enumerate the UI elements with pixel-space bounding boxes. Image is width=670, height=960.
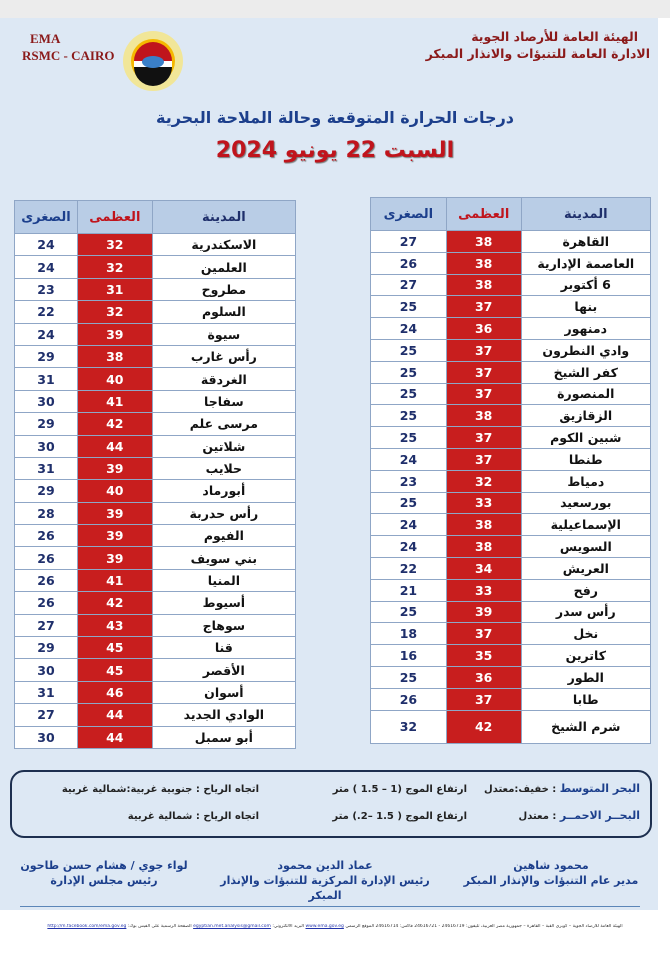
max-temp: 32 bbox=[446, 470, 521, 492]
max-temp: 39 bbox=[77, 457, 152, 479]
ema-text: EMA bbox=[30, 31, 61, 46]
max-temp: 37 bbox=[446, 383, 521, 405]
table-row bbox=[15, 390, 296, 412]
max-temp: 36 bbox=[446, 666, 521, 688]
right-temperature-table bbox=[370, 197, 651, 744]
min-temp: 30 bbox=[15, 726, 78, 748]
city-name: طابا bbox=[521, 688, 650, 710]
max-temp: 42 bbox=[446, 710, 521, 743]
email-link[interactable]: egyptian.met.analysis@gmail.com bbox=[193, 924, 271, 929]
signatory-name: لواء جوي / هشام حسن طاحون bbox=[20, 859, 188, 872]
table-row bbox=[371, 579, 651, 601]
min-temp: 32 bbox=[371, 710, 447, 743]
city-name: شرم الشيخ bbox=[521, 710, 650, 743]
table-row bbox=[15, 547, 296, 569]
city-name: مطروح bbox=[152, 278, 295, 300]
min-temp: 30 bbox=[15, 390, 78, 412]
min-temp: 29 bbox=[15, 637, 78, 659]
min-temp: 29 bbox=[15, 413, 78, 435]
top-bar bbox=[0, 0, 670, 18]
city-name: شلاتين bbox=[152, 435, 295, 457]
footer-contact bbox=[40, 924, 630, 929]
min-temp: 26 bbox=[371, 688, 447, 710]
table-row bbox=[371, 361, 651, 383]
wind-direction: اتجاه الرياح : شمالية غربية bbox=[127, 810, 259, 822]
min-temp: 16 bbox=[371, 645, 447, 667]
city-name: الغردقة bbox=[152, 368, 295, 390]
max-temp: 37 bbox=[446, 688, 521, 710]
min-temp: 25 bbox=[371, 492, 447, 514]
table-row bbox=[15, 234, 296, 256]
signatory-title: رئيس مجلس الإدارة bbox=[50, 874, 158, 887]
city-name: الاسكندرية bbox=[152, 234, 295, 256]
city-name: الزقازيق bbox=[521, 405, 650, 427]
table-row bbox=[371, 427, 651, 449]
min-temp: 30 bbox=[15, 435, 78, 457]
signatory-name: عماد الدين محمود bbox=[277, 859, 373, 872]
table-row bbox=[371, 557, 651, 579]
max-temp: 42 bbox=[77, 592, 152, 614]
table-row bbox=[371, 492, 651, 514]
min-temp: 27 bbox=[15, 614, 78, 636]
city-name: بنها bbox=[521, 296, 650, 318]
header-min: الصغرى bbox=[371, 198, 447, 231]
max-temp: 32 bbox=[77, 234, 152, 256]
min-temp: 24 bbox=[371, 318, 447, 340]
table-row bbox=[371, 536, 651, 558]
max-temp: 38 bbox=[77, 345, 152, 367]
sea-state: معتدل bbox=[518, 811, 549, 822]
table-row bbox=[371, 252, 651, 274]
city-name: سوهاج bbox=[152, 614, 295, 636]
min-temp: 25 bbox=[371, 405, 447, 427]
org-line-2: الادارة العامة للتنبؤات والانذار المبكر bbox=[425, 46, 650, 61]
table-row bbox=[15, 681, 296, 703]
min-temp: 28 bbox=[15, 502, 78, 524]
wind-direction: اتجاه الرياح : جنوبية غربية:شمالية غربية bbox=[61, 783, 259, 795]
facebook-link[interactable]: http://m.facebook.com/ema.gov.eg bbox=[47, 924, 127, 929]
city-name: الأقصر bbox=[152, 659, 295, 681]
table-row bbox=[15, 435, 296, 457]
min-temp: 31 bbox=[15, 457, 78, 479]
city-name: العاصمة الإدارية bbox=[521, 252, 650, 274]
min-temp: 24 bbox=[371, 448, 447, 470]
table-row bbox=[371, 405, 651, 427]
min-temp: 27 bbox=[371, 274, 447, 296]
table-row bbox=[15, 502, 296, 524]
max-temp: 38 bbox=[446, 405, 521, 427]
min-temp: 26 bbox=[15, 569, 78, 591]
table-row bbox=[15, 457, 296, 479]
city-name: 6 أكتوبر bbox=[521, 274, 650, 296]
signatures bbox=[14, 858, 646, 903]
min-temp: 22 bbox=[15, 301, 78, 323]
table-row bbox=[15, 614, 296, 636]
table-row bbox=[15, 525, 296, 547]
city-name: أسيوط bbox=[152, 592, 295, 614]
max-temp: 44 bbox=[77, 704, 152, 726]
city-name: دمنهور bbox=[521, 318, 650, 340]
table-row bbox=[15, 726, 296, 748]
table-row bbox=[371, 601, 651, 623]
min-temp: 26 bbox=[371, 252, 447, 274]
city-name: بورسعيد bbox=[521, 492, 650, 514]
min-temp: 21 bbox=[371, 579, 447, 601]
max-temp: 46 bbox=[77, 681, 152, 703]
header-max: العظمى bbox=[77, 201, 152, 234]
table-row bbox=[15, 301, 296, 323]
header-max: العظمى bbox=[446, 198, 521, 231]
table-row bbox=[371, 470, 651, 492]
footer-address: الهيئة العامة للأرصاد الجوية – كوبري القبة – القاهرة – جمهورية مصر العربية، تليفون: 24616719 - 24616721 فاكس: 24616714 الموقع الرسمي bbox=[345, 924, 623, 929]
table-row bbox=[15, 704, 296, 726]
city-name: السلوم bbox=[152, 301, 295, 323]
max-temp: 39 bbox=[77, 502, 152, 524]
table-row bbox=[371, 514, 651, 536]
bulletin-date: السبت 22 يونيو 2024 bbox=[215, 138, 455, 163]
max-temp: 43 bbox=[77, 614, 152, 636]
wave-height: ارتفاع الموج (1 – 1.5 ) متر bbox=[332, 783, 467, 795]
table-header bbox=[15, 201, 296, 234]
city-name: أبورماد bbox=[152, 480, 295, 502]
min-temp: 27 bbox=[371, 231, 447, 253]
max-temp: 40 bbox=[77, 480, 152, 502]
city-name: الوادي الجديد bbox=[152, 704, 295, 726]
max-temp: 41 bbox=[77, 569, 152, 591]
min-temp: 22 bbox=[371, 557, 447, 579]
city-name: قنا bbox=[152, 637, 295, 659]
city-name: رأس سدر bbox=[521, 601, 650, 623]
city-name: المنيا bbox=[152, 569, 295, 591]
max-temp: 33 bbox=[446, 492, 521, 514]
min-temp: 24 bbox=[15, 234, 78, 256]
ema-logo-icon bbox=[122, 30, 184, 92]
max-temp: 38 bbox=[446, 252, 521, 274]
min-temp: 26 bbox=[15, 525, 78, 547]
marine-conditions-box bbox=[10, 770, 652, 838]
max-temp: 42 bbox=[77, 413, 152, 435]
max-temp: 39 bbox=[77, 525, 152, 547]
max-temp: 37 bbox=[446, 448, 521, 470]
max-temp: 32 bbox=[77, 256, 152, 278]
table-row bbox=[15, 637, 296, 659]
table-row bbox=[15, 413, 296, 435]
max-temp: 44 bbox=[77, 435, 152, 457]
max-temp: 40 bbox=[77, 368, 152, 390]
table-row bbox=[371, 318, 651, 340]
org-line-1: الهيئة العامة للأرصاد الجوية bbox=[471, 29, 638, 44]
min-temp: 30 bbox=[15, 659, 78, 681]
max-temp: 39 bbox=[446, 601, 521, 623]
sea-name: البحــر الاحمــر bbox=[559, 809, 640, 822]
min-temp: 25 bbox=[371, 361, 447, 383]
min-temp: 29 bbox=[15, 345, 78, 367]
min-temp: 25 bbox=[371, 601, 447, 623]
min-temp: 18 bbox=[371, 623, 447, 645]
city-name: القاهرة bbox=[521, 231, 650, 253]
city-name: أسوان bbox=[152, 681, 295, 703]
min-temp: 31 bbox=[15, 368, 78, 390]
min-temp: 25 bbox=[371, 427, 447, 449]
city-name: السويس bbox=[521, 536, 650, 558]
max-temp: 38 bbox=[446, 231, 521, 253]
min-temp: 27 bbox=[15, 704, 78, 726]
separator: : bbox=[552, 784, 557, 795]
min-temp: 26 bbox=[15, 592, 78, 614]
max-temp: 32 bbox=[77, 301, 152, 323]
city-name: مرسى علم bbox=[152, 413, 295, 435]
city-name: حلايب bbox=[152, 457, 295, 479]
city-name: بني سويف bbox=[152, 547, 295, 569]
min-temp: 25 bbox=[371, 383, 447, 405]
city-name: شبين الكوم bbox=[521, 427, 650, 449]
signature-chairman bbox=[14, 858, 194, 903]
max-temp: 38 bbox=[446, 536, 521, 558]
min-temp: 24 bbox=[371, 514, 447, 536]
min-temp: 26 bbox=[15, 547, 78, 569]
signatory-name: محمود شاهين bbox=[513, 859, 589, 872]
max-temp: 37 bbox=[446, 623, 521, 645]
website-link[interactable]: www.ema.gov.eg bbox=[305, 924, 344, 929]
header-min: الصغرى bbox=[15, 201, 78, 234]
signatory-title: مدير عام التنبؤات والإنذار المبكر bbox=[463, 874, 639, 887]
table-row bbox=[371, 645, 651, 667]
sea-name: البحر المتوسط bbox=[559, 782, 640, 795]
max-temp: 45 bbox=[77, 637, 152, 659]
city-name: رفح bbox=[521, 579, 650, 601]
table-row bbox=[371, 710, 651, 743]
table-row bbox=[15, 368, 296, 390]
table-header bbox=[371, 198, 651, 231]
max-temp: 37 bbox=[446, 339, 521, 361]
max-temp: 34 bbox=[446, 557, 521, 579]
max-temp: 38 bbox=[446, 514, 521, 536]
table-row bbox=[15, 592, 296, 614]
city-name: المنصورة bbox=[521, 383, 650, 405]
table-row bbox=[371, 339, 651, 361]
min-temp: 24 bbox=[15, 256, 78, 278]
table-row bbox=[371, 383, 651, 405]
table-row bbox=[15, 345, 296, 367]
max-temp: 37 bbox=[446, 296, 521, 318]
city-name: العلمين bbox=[152, 256, 295, 278]
city-name: العريش bbox=[521, 557, 650, 579]
header-city: المدينة bbox=[521, 198, 650, 231]
max-temp: 31 bbox=[77, 278, 152, 300]
sea-label bbox=[475, 782, 640, 797]
table-row bbox=[15, 278, 296, 300]
table-row bbox=[371, 231, 651, 253]
min-temp: 29 bbox=[15, 480, 78, 502]
max-temp: 39 bbox=[77, 547, 152, 569]
ema-label bbox=[22, 30, 114, 64]
min-temp: 25 bbox=[371, 296, 447, 318]
table-row bbox=[371, 666, 651, 688]
table-row bbox=[371, 274, 651, 296]
city-name: سيوة bbox=[152, 323, 295, 345]
sea-row-red-sea bbox=[22, 809, 640, 824]
table-row bbox=[15, 323, 296, 345]
rsmc-text: RSMC - CAIRO bbox=[22, 48, 115, 63]
table-row bbox=[371, 448, 651, 470]
city-name: طنطا bbox=[521, 448, 650, 470]
left-temperature-table bbox=[14, 200, 296, 749]
max-temp: 38 bbox=[446, 274, 521, 296]
city-name: أبو سمبل bbox=[152, 726, 295, 748]
min-temp: 31 bbox=[15, 681, 78, 703]
max-temp: 36 bbox=[446, 318, 521, 340]
city-name: كاترين bbox=[521, 645, 650, 667]
max-temp: 33 bbox=[446, 579, 521, 601]
table-row bbox=[15, 256, 296, 278]
table-row bbox=[15, 659, 296, 681]
max-temp: 39 bbox=[77, 323, 152, 345]
city-name: سفاجا bbox=[152, 390, 295, 412]
max-temp: 37 bbox=[446, 361, 521, 383]
organization-name bbox=[426, 28, 650, 62]
max-temp: 45 bbox=[77, 659, 152, 681]
table-row bbox=[15, 569, 296, 591]
separator: : bbox=[552, 811, 557, 822]
city-name: رأس حدربة bbox=[152, 502, 295, 524]
city-name: الإسماعيلية bbox=[521, 514, 650, 536]
wave-height: ارتفاع الموج ( 1.5 –2.) متر bbox=[332, 810, 467, 822]
min-temp: 23 bbox=[15, 278, 78, 300]
table-row bbox=[371, 296, 651, 318]
divider bbox=[20, 906, 640, 907]
signatory-title: رئيس الإدارة المركزية للتنبؤات والإنذار المبكر bbox=[220, 874, 430, 902]
city-name: دمياط bbox=[521, 470, 650, 492]
min-temp: 23 bbox=[371, 470, 447, 492]
facebook-label: الصفحة الرسمية على الفيس بوك: bbox=[127, 924, 192, 929]
city-name: نخل bbox=[521, 623, 650, 645]
min-temp: 24 bbox=[15, 323, 78, 345]
max-temp: 41 bbox=[77, 390, 152, 412]
sea-label bbox=[475, 809, 640, 824]
max-temp: 35 bbox=[446, 645, 521, 667]
min-temp: 25 bbox=[371, 666, 447, 688]
table-row bbox=[371, 623, 651, 645]
table-row bbox=[15, 480, 296, 502]
email-label: البريد الالكتروني: bbox=[272, 924, 305, 929]
min-temp: 24 bbox=[371, 536, 447, 558]
city-name: وادي النطرون bbox=[521, 339, 650, 361]
bulletin-title: درجات الحرارة المتوقعة وحالة الملاحة البحرية bbox=[155, 108, 514, 127]
city-name: الفيوم bbox=[152, 525, 295, 547]
header-city: المدينة bbox=[152, 201, 295, 234]
city-name: كفر الشيخ bbox=[521, 361, 650, 383]
signature-general-manager bbox=[456, 858, 646, 903]
max-temp: 44 bbox=[77, 726, 152, 748]
sea-state: خفيف:معتدل bbox=[484, 784, 549, 795]
max-temp: 37 bbox=[446, 427, 521, 449]
city-name: رأس غارب bbox=[152, 345, 295, 367]
signature-central-director bbox=[210, 858, 440, 903]
table-row bbox=[371, 688, 651, 710]
min-temp: 25 bbox=[371, 339, 447, 361]
city-name: الطور bbox=[521, 666, 650, 688]
sea-row-mediterranean bbox=[22, 782, 640, 797]
